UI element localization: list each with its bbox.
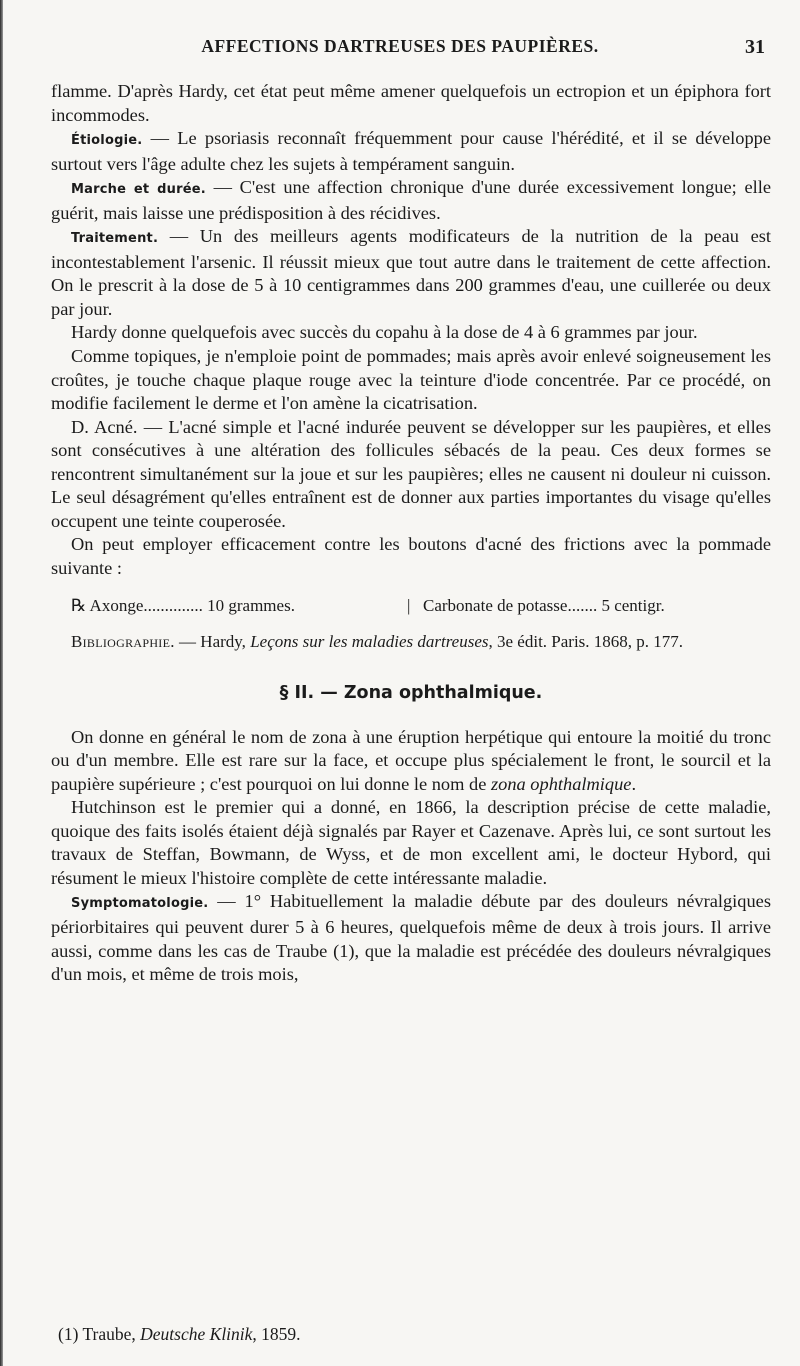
- paragraph-zona: [51, 726, 771, 797]
- paragraph-text: — C'est une affection chronique d'une durée excessivement longue; elle guérit, mais laisse une prédisposition à des récidives.: [51, 177, 771, 223]
- run-in-heading: Traitement.: [71, 231, 159, 247]
- footnote-title: Deutsche Klinik: [140, 1324, 253, 1344]
- paragraph-text: On donne en général le nom de zona à une éruption herpétique qui entoure la moitié du tronc ou d'un membre. Elle est rare sur la face, et occupe plus spécialement le front, le sourcil et la paupière supérieure ; c'est pourquoi on lui donne le nom de: [51, 726, 771, 794]
- paragraph-text: — Le psoriasis reconnaît fréquemment pour cause l'hérédité, et il se développe surtout vers l'âge adulte chez les sujets à tempérament sanguin.: [51, 128, 771, 174]
- paragraph: Hardy donne quelquefois avec succès du copahu à la dose de 4 à 6 grammes par jour.: [71, 322, 698, 343]
- formula-separator: |: [407, 596, 411, 616]
- paragraph-text: — 1° Habituellement la maladie débute par des douleurs névralgiques périorbitaires qui peuvent durer 5 à 6 heures, quelquefois même de deux à trois jours. Il arrive aussi, comme dans les cas de Traube (1), que la maladie est précédée des douleurs névralgiques d'un mois, et même de trois mois,: [51, 891, 771, 985]
- formula-left: ℞ Axonge.............. 10 grammes.: [71, 596, 295, 616]
- page-number: 31: [745, 36, 765, 58]
- run-in-heading: Symptomatologie.: [71, 896, 209, 912]
- paragraph-hutchinson: Hutchinson est le premier qui a donné, en 1866, la description précise de cette maladie, quoique des faits isolés étaient déjà signalés par Rayer et Cazenave. Après lui, ce sont surtout les travaux de Steffan, Bowmann, de Wyss, et de mon excellent ami, le docteur Hybord, qui résument le mieux l'histoire complète de cette intéressante maladie.: [51, 797, 771, 888]
- prescription-formula: [51, 594, 771, 618]
- run-in-heading: Marche et durée.: [71, 182, 206, 198]
- page-spine-edge: [0, 0, 3, 1366]
- footnote: [58, 1324, 301, 1345]
- running-title: AFFECTIONS DARTREUSES DES PAUPIÈRES.: [201, 36, 599, 56]
- paragraph-traitement: [51, 225, 771, 321]
- formula-right: Carbonate de potasse....... 5 centigr.: [423, 596, 665, 616]
- paragraph: Comme topiques, je n'emploie point de pommades; mais après avoir enlevé soigneusement les croûtes, je touche chaque plaque rouge avec la teinture d'iode concentrée. Par ce procédé, on modifie facilement le derme et l'on amène la cicatrisation.: [51, 346, 771, 414]
- paragraph-symptomatologie: [51, 890, 771, 986]
- paragraph-etiologie: [51, 127, 771, 176]
- footnote-text: (1) Traube,: [58, 1324, 141, 1344]
- paragraph-acne: D. Acné. — L'acné simple et l'acné indurée peuvent se développer sur les paupières, et elles sont consécutives à une altération des follicules sébacés de la peau. Ces deux formes se rencontrent simultanément sur la joue et sur les paupières; elles ne causent ni douleur ni cuisson. Le seul désagrément qu'elles entraînent est de donner aux parties importantes du visage qu'elles occupent une teinte couperosée.: [51, 416, 771, 531]
- footnote-text: , 1859.: [252, 1324, 301, 1344]
- run-in-heading: Étiologie.: [71, 133, 143, 149]
- bibliography-label: Bibliographie.: [71, 632, 175, 652]
- paragraph-text: .: [631, 773, 637, 794]
- bibliography-title: Leçons sur les maladies dartreuses: [250, 632, 489, 652]
- paragraph: On peut employer efficacement contre les boutons d'acné des frictions avec la pommade suivante :: [51, 534, 771, 578]
- body-text: [51, 80, 771, 987]
- paragraph: flamme. D'après Hardy, cet état peut même amener quelquefois un ectropion et un épiphora fort incommodes.: [51, 81, 771, 125]
- paragraph-text: — Un des meilleurs agents modificateurs de la nutrition de la peau est incontestablement l'arsenic. Il réussit mieux que tout autre dans le traitement de cette affection. On le prescrit à la dose de 5 à 10 centigrammes dans 200 grammes d'eau, une cuillerée ou deux par jour.: [51, 226, 771, 319]
- section-heading: § II. — Zona ophthalmique.: [279, 683, 543, 704]
- paragraph-marche: [51, 176, 771, 225]
- bibliography: [51, 630, 771, 654]
- bibliography-details: , 3e édit. Paris. 1868, p. 177.: [488, 632, 684, 652]
- page-header: [0, 36, 800, 62]
- bibliography-author: — Hardy,: [174, 632, 251, 652]
- italic-term: zona ophthalmique: [490, 773, 632, 794]
